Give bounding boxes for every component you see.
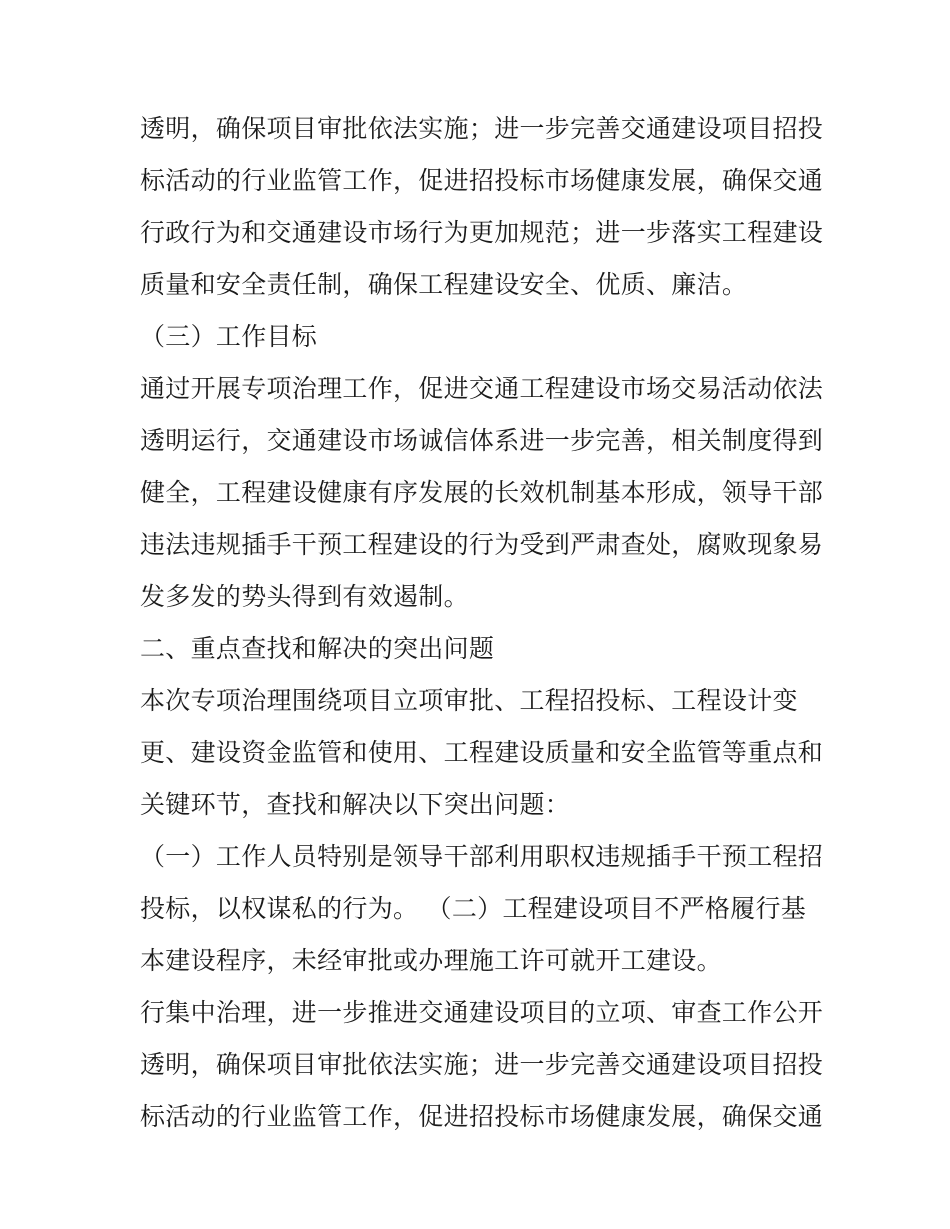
text-line: 更、建设资金监管和使用、工程建设质量和安全监管等重点和	[140, 738, 824, 767]
text-line: 透明，确保项目审批依法实施；进一步完善交通建设项目招投	[140, 114, 824, 143]
text-line: 行集中治理，进一步推进交通建设项目的立项、审查工作公开	[140, 998, 824, 1027]
text-line: 本次专项治理围绕项目立项审批、工程招投标、工程设计变	[140, 686, 798, 715]
text-line: 质量和安全责任制，确保工程建设安全、优质、廉洁。	[140, 270, 748, 299]
text-line: 透明，确保项目审批依法实施；进一步完善交通建设项目招投	[140, 1050, 824, 1079]
text-line: 行政行为和交通建设市场行为更加规范；进一步落实工程建设	[140, 218, 824, 247]
body-text	[140, 103, 824, 1143]
text-line: 投标，以权谋私的行为。 （二）工程建设项目不严格履行基	[140, 894, 807, 923]
text-line: 标活动的行业监管工作，促进招投标市场健康发展，确保交通	[140, 166, 824, 195]
text-line: 标活动的行业监管工作，促进招投标市场健康发展，确保交通	[140, 1102, 824, 1131]
text-line: 健全，工程建设健康有序发展的长效机制基本形成，领导干部	[140, 478, 824, 507]
text-line: 透明运行，交通建设市场诚信体系进一步完善，相关制度得到	[140, 426, 824, 455]
text-line: （一）工作人员特别是领导干部利用职权违规插手干预工程招	[140, 842, 824, 871]
text-line: 关键环节，查找和解决以下突出问题：	[140, 790, 571, 819]
text-line: 违法违规插手干预工程建设的行为受到严肃查处，腐败现象易	[140, 530, 824, 559]
text-line: 发多发的势头得到有效遏制。	[140, 582, 469, 611]
text-line: 通过开展专项治理工作，促进交通工程建设市场交易活动依法	[140, 374, 824, 403]
section-heading: （三）工作目标	[140, 322, 318, 351]
section-heading: 二、重点查找和解决的突出问题	[140, 634, 495, 663]
text-line: 本建设程序，未经审批或办理施工许可就开工建设。	[140, 946, 722, 975]
